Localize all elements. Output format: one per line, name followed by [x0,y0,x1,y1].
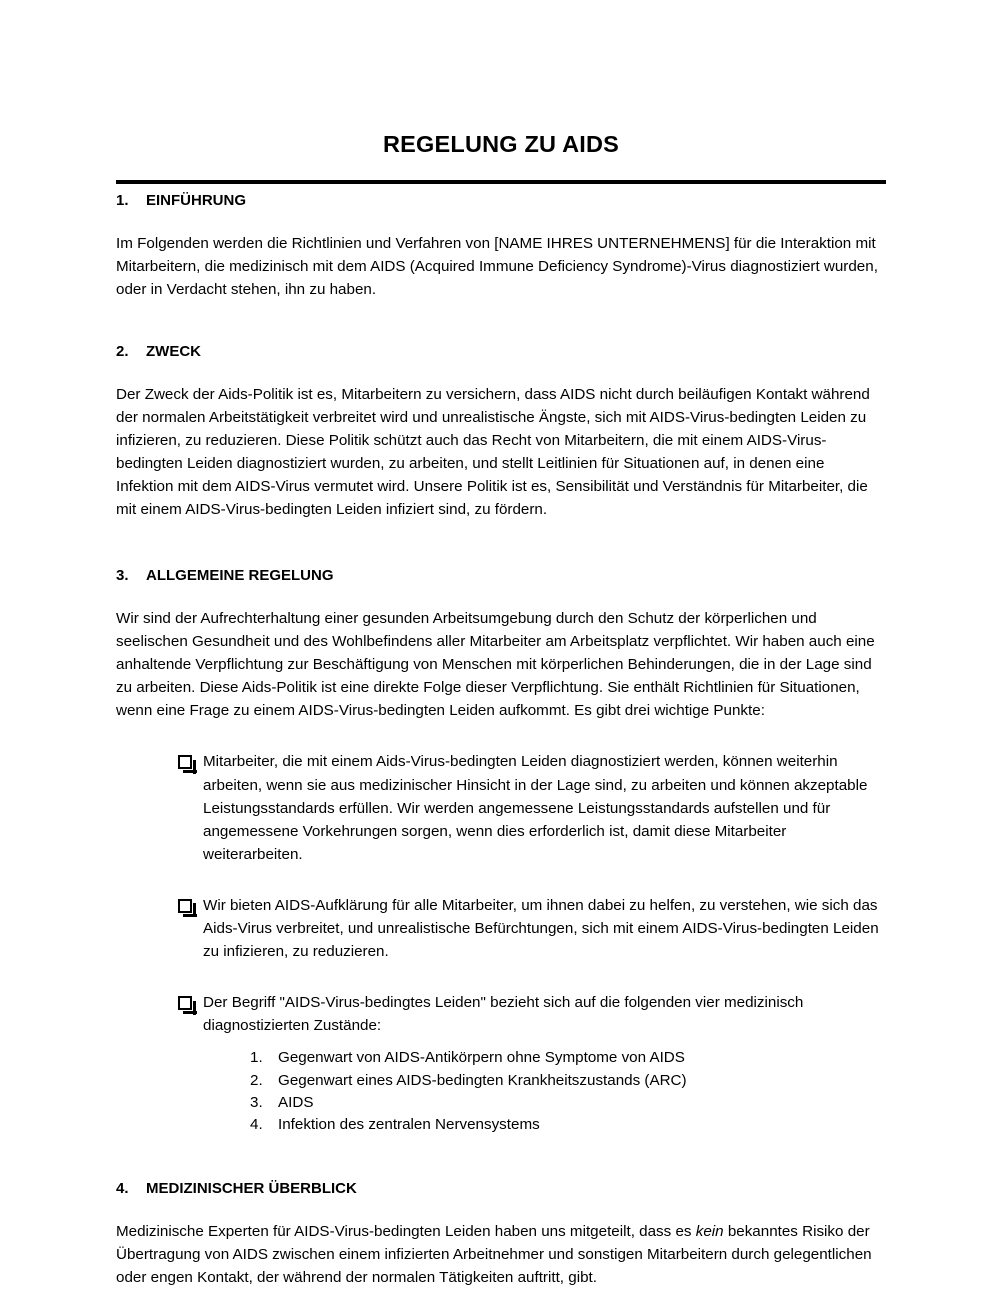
section-title-4: MEDIZINISCHER ÜBERBLICK [146,1180,357,1198]
list-item [250,1047,886,1069]
section-title-1: EINFÜHRUNG [146,191,246,209]
list-item-text: Gegenwart von AIDS-Antikörpern ohne Symptome von AIDS [278,1049,685,1067]
section-number-2: 2. [116,342,129,360]
section-4-text-part-2: bekanntes Risiko der Übertragung von AIDS zwischen einem infizierten Arbeitnehmer und sonstigen Mitarbeitern durch gelegentlichen oder engen Kontakt, der während der normalen Tätigkeiten auftritt, gibt. [116,1222,872,1287]
section-4-paragraph [116,1220,886,1289]
section-einfuehrung [116,192,886,301]
list-item [250,1092,886,1114]
list-item-number: 3. [250,1093,263,1111]
section-2-paragraph: Der Zweck der Aids-Politik ist es, Mitarbeitern zu versichern, dass AIDS nicht durch beiläufigen Kontakt während der normalen Arbeitstätigkeit verbreitet wird und unrealistische Ängste, sich mit AIDS-Virus-bedingten Leiden zu infizieren, zu reduzieren. Diese Politik schützt auch das Recht von Mitarbeitern, die mit einem AIDS-Virus-bedingten Leiden diagnostiziert wurden, zu arbeiten, und stellt Leitlinien für Situationen auf, in denen eine Infektion mit dem AIDS-Virus vermutet wird. Unsere Politik ist es, Sensibilität und Verständnis für Mitarbeiter, die mit einem AIDS-Virus-bedingten Leiden infiziert sind, zu fördern. [116,385,870,519]
bullet-list [116,750,886,1037]
list-item-number: 2. [250,1071,263,1089]
section-heading-1 [116,192,886,211]
list-item-number: 4. [250,1115,263,1133]
section-number-4: 4. [116,1180,129,1198]
section-1-paragraph: Im Folgenden werden die Richtlinien und Verfahren von [NAME IHRES UNTERNEHMENS] für die Interaktion mit Mitarbeitern, die medizinisch mit dem AIDS (Acquired Immune Deficiency Syndrome)-Virus diagnostiziert wurden, oder in Verdacht stehen, ihn zu haben. [116,234,878,298]
list-item-text: Gegenwart eines AIDS-bedingten Krankheitszustands (ARC) [278,1071,687,1089]
list-item-text: Der Begriff "AIDS-Virus-bedingtes Leiden" bezieht sich auf die folgenden vier medizinisch diagnostizierten Zustände: [203,994,804,1035]
list-item-text: Wir bieten AIDS-Aufklärung für alle Mitarbeiter, um ihnen dabei zu helfen, zu verstehen, wie sich das Aids-Virus verbreitet, und unrealistische Befürchtungen, sich mit einem AIDS-Virus-bedingten Leiden zu infizieren, zu reduzieren. [203,896,879,961]
section-heading-4 [116,1180,886,1199]
section-number-1: 1. [116,191,129,209]
list-item [250,1070,886,1092]
section-title-3: ALLGEMEINE REGELUNG [146,567,334,585]
list-item [116,894,886,963]
section-heading-3 [116,567,886,586]
list-item-text: Infektion des zentralen Nervensystems [278,1115,540,1133]
list-item [116,750,886,865]
list-item [250,1114,886,1136]
section-title-2: ZWECK [146,342,201,360]
section-zweck [116,343,886,521]
list-item-text: Mitarbeiter, die mit einem Aids-Virus-bedingten Leiden diagnostiziert werden, können weiterhin arbeiten, wenn sie aus medizinischer Hinsicht in der Lage sind, zu arbeiten und können akzeptable Leistungsstandards erfüllen. Wir werden angemessene Leistungsstandards aufstellen und für angemessene Vorkehrungen sorgen, wenn dies erforderlich ist, damit diese Mitarbeiter weiterarbeiten. [203,753,868,863]
list-item [116,991,886,1037]
section-medizinischer-ueberblick [116,1180,886,1289]
section-heading-2 [116,343,886,362]
section-allgemeine-regelung [116,567,886,1136]
shadowed-box-icon [178,750,203,865]
list-item-text: AIDS [278,1093,314,1111]
section-3-paragraph: Wir sind der Aufrechterhaltung einer gesunden Arbeitsumgebung durch den Schutz der körperlichen und seelischen Gesundheit und des Wohlbefindens aller Mitarbeiter am Arbeitsplatz verpflichtet. Wir haben auch eine anhaltende Verpflichtung zur Beschäftigung von Menschen mit körperlichen Behinderungen, die in der Lage sind zu arbeiten. Diese Aids-Politik ist eine direkte Folge dieser Verpflichtung. Sie enthält Richtlinien für Situationen, wenn eine Frage zu einem AIDS-Virus-bedingten Leiden aufkommt. Es gibt drei wichtige Punkte: [116,609,875,720]
document-content [116,0,886,1289]
shadowed-box-icon [178,991,203,1037]
title-divider [116,180,886,184]
section-number-3: 3. [116,567,129,585]
page-title: REGELUNG ZU AIDS [382,131,620,157]
numbered-sublist [116,1047,886,1136]
list-item-number: 1. [250,1049,263,1067]
section-4-text-part-1: Medizinische Experten für AIDS-Virus-bedingten Leiden haben uns mitgeteilt, dass es [116,1222,696,1240]
shadowed-box-icon [178,894,203,963]
section-4-emphasis: kein [695,1222,724,1240]
